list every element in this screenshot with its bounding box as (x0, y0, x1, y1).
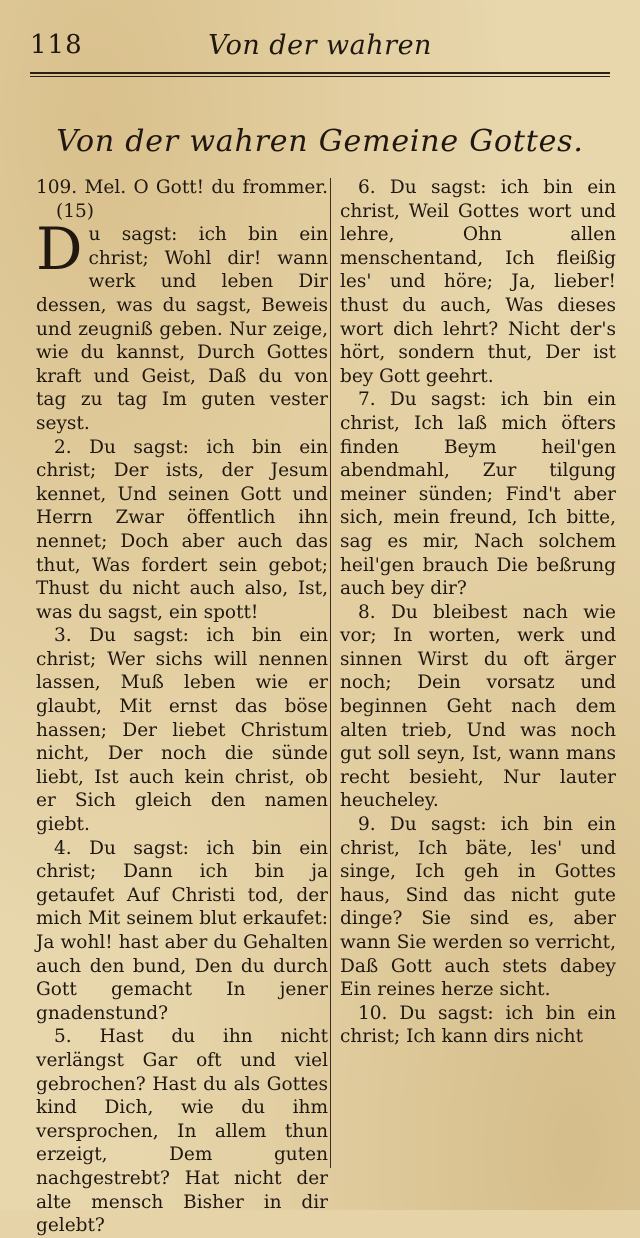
stanza-1-text: u sagst: ich bin ein christ; Wohl dir! wann werk und leben Dir dessen, was du sagst, Beweis und zeugniß geben. Nur zeige, wie du kannst, Durch Gottes kraft und Geist, Daß du von tag zu tag Im guten vester seyst. (36, 224, 328, 434)
column-divider (330, 178, 331, 1168)
stanza-5: 5. Hast du ihn nicht verlängst Gar oft und viel gebrochen? Hast du als Gottes kind Dich, wie du ihm versprochen, In allem thun erzeigt, Dem guten nachgestrebt? Hat nicht der alte mensch Bisher in dir gelebt? (36, 1026, 328, 1237)
text-column-right (340, 176, 616, 1049)
stanza-8: 8. Du bleibest nach wie vor; In worten, werk und sinnen Wirst du oft ärger noch; Dein vorsatz und beginnen Geht nach dem alten trieb, Und was noch gut soll seyn, Ist, wann mans recht besieht, Nur lauter heucheley. (340, 601, 616, 812)
page-number: 118 (30, 30, 83, 60)
stanza-3: 3. Du sagst: ich bin ein christ; Wer sichs will nennen lassen, Muß leben wie er glaubt, Mit ernst das böse hassen; Der liebet Christum nicht, Der noch die sünde liebt, Ist auch kein christ, ob er Sich gleich den namen giebt. (36, 625, 328, 836)
stanza-7: 7. Du sagst: ich bin ein christ, Ich laß mich öfters finden Beym heil'gen abendmahl, Zur tilgung meiner sünden; Find't aber sich, mein freund, Ich bitte, sag es mir, Nach solchem heil'gen brauch Die beßrung auch bey dir? (340, 389, 616, 600)
stanza-10: 10. Du sagst: ich bin ein christ; Ich kann dirs nicht (340, 1002, 616, 1048)
stanza-1 (36, 215, 328, 435)
drop-cap: D (36, 215, 83, 284)
text-column-left (36, 176, 328, 1238)
section-title: Von der wahren Gemeine Gottes. (56, 124, 584, 159)
stanza-2: 2. Du sagst: ich bin ein christ; Der ists, der Jesum kennet, Und seinen Gott und Herrn Zwar öffentlich ihn nennet; Doch aber auch das thut, Was fordert sein gebot; Thust du nicht auch also, Ist, was du sagst, ein spott! (36, 436, 328, 623)
stanza-4: 4. Du sagst: ich bin ein christ; Dann ich bin ja getaufet Auf Christi tod, der mich Mit seinem blut erkaufet: Ja wohl! hast aber du Gehalten auch den bund, Den du durch Gott gemacht In jener gnadenstund? (36, 837, 328, 1024)
stanza-9: 9. Du sagst: ich bin ein christ, Ich bäte, les' und singe, Ich geh in Gottes haus, Sind das nicht gute dinge? Sie sind es, aber wann Sie werden so verricht, Daß Gott auch stets dabey Ein reines herze sicht. (340, 814, 616, 1001)
running-title: Von der wahren (208, 30, 432, 61)
stanza-6: 6. Du sagst: ich bin ein christ, Weil Gottes wort und lehre, Ohn allen menschentand, Ich fleißig les' und höre; Ja, lieber! thust du auch, Was dieses wort dich lehrt? Nicht der's hört, sondern thut, Der ist bey Gott geehrt. (340, 177, 616, 387)
header-rule (30, 72, 610, 77)
running-head (30, 28, 610, 70)
hymn-header: 109. Mel. O Gott! du frommer. (15) (36, 177, 328, 222)
